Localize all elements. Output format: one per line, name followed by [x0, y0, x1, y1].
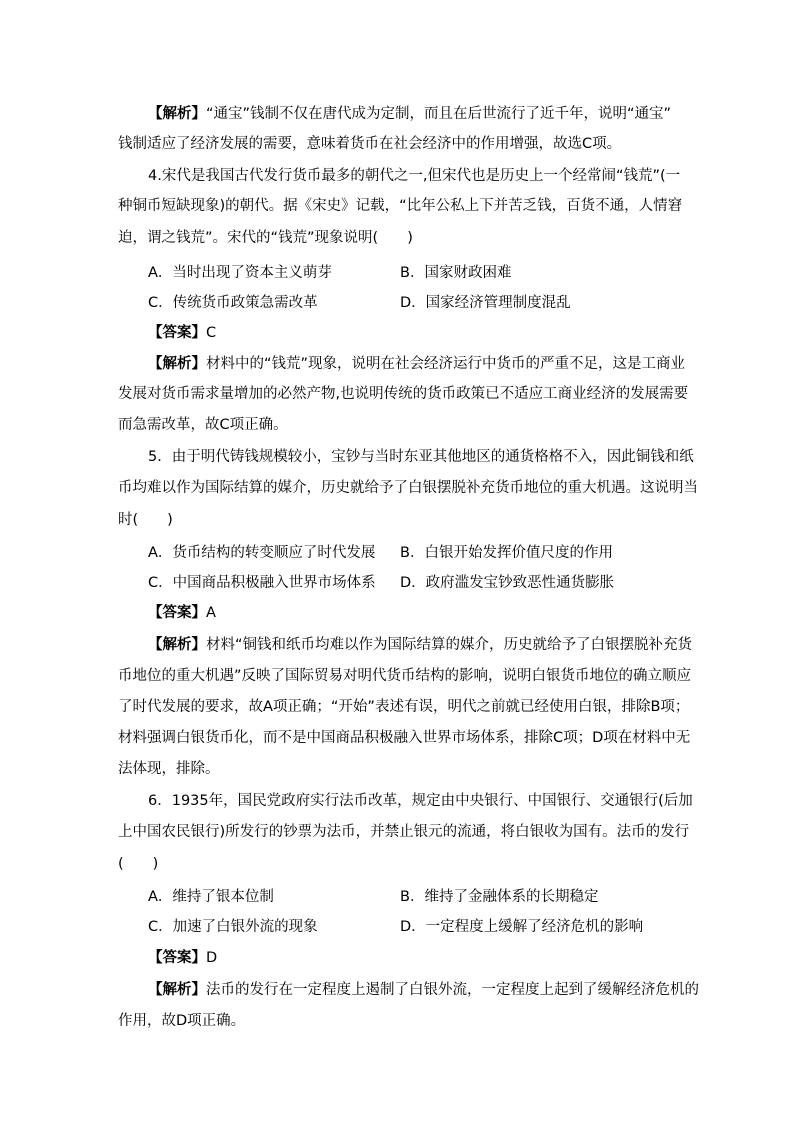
q5-stem-line-3: 时( ) — [118, 512, 173, 528]
q6-answer — [148, 946, 217, 967]
q3-analysis-line-1: 【解析】“通宝”钱制不仅在唐代成为定制，而且在后世流行了近千年，说明“通宝” — [148, 106, 672, 122]
q6-answer-value: D — [206, 950, 218, 966]
q4-analysis-line-3: 而急需改革，故C项正确。 — [118, 417, 288, 433]
q4-answer — [148, 321, 216, 342]
q6-analysis-line-2: 作用，故D项正确。 — [118, 1013, 246, 1029]
q6-analysis-tag: 【解析】 — [148, 982, 206, 998]
q4-option-c: C．传统货币政策急需改革 — [148, 295, 318, 311]
q5-option-d: D．政府滥发宝钞致恶性通货膨胀 — [400, 575, 615, 591]
q4-analysis-line-1: 【解析】材料中的“钱荒”现象，说明在社会经济运行中货币的严重不足，这是工商业 — [148, 356, 686, 372]
q4-analysis-tag: 【解析】 — [148, 356, 206, 372]
q5-analysis-tag: 【解析】 — [148, 637, 206, 653]
q6-option-c: C．加速了白银外流的现象 — [148, 919, 318, 935]
q4-stem-line-2: 种铜币短缺现象)的朝代。据《宋史》记载，“比年公私上下并苦乏钱，百货不通，人情窘 — [118, 198, 683, 214]
q5-analysis-line-3: 了时代发展的要求，故A项正确；“开始”表述有误，明代之前就已经使用白银，排除B项； — [118, 699, 690, 715]
q4-analysis-line-2: 发展对货币需求量增加的必然产物,也说明传统的货币政策已不适应工商业经济的发展需要 — [118, 386, 689, 402]
q5-answer — [148, 601, 216, 622]
q5-analysis-line-1: 【解析】材料“铜钱和纸币均难以作为国际结算的媒介，历史就给予了白银摆脱补充货 — [148, 637, 693, 653]
q4-answer-tag: 【答案】 — [148, 325, 206, 341]
q6-option-b: B．维持了金融体系的长期稳定 — [400, 889, 599, 905]
q5-option-a: A．货币结构的转变顺应了时代发展 — [148, 545, 376, 561]
q3-analysis-tag: 【解析】 — [148, 106, 206, 122]
q6-option-a: A．维持了银本位制 — [148, 889, 274, 905]
q4-option-a: A．当时出现了资本主义萌芽 — [148, 265, 332, 281]
q3-analysis-line-2: 钱制适应了经济发展的需要，意味着货币在社会经济中的作用增强，故选C项。 — [118, 136, 622, 152]
q4-answer-value: C — [206, 325, 217, 341]
q6-stem-line-1: 6．1935年，国民党政府实行法币改革，规定由中央银行、中国银行、交通银行(后加 — [148, 793, 693, 809]
q4-option-b: B．国家财政困难 — [400, 265, 512, 281]
q5-analysis-line-4: 材料强调白银货币化，而不是中国商品积极融入世界市场体系，排除C项；D项在材料中无 — [118, 730, 691, 746]
q5-option-b: B．白银开始发挥价值尺度的作用 — [400, 545, 613, 561]
q4-stem-line-3: 迫，谓之钱荒”。宋代的“钱荒”现象说明( ) — [118, 230, 413, 246]
q6-option-d: D．一定程度上缓解了经济危机的影响 — [400, 919, 644, 935]
q4-option-d: D．国家经济管理制度混乱 — [400, 295, 571, 311]
q5-stem-line-1: 5．由于明代铸钱规模较小，宝钞与当时东亚其他地区的通货格格不入，因此铜钱和纸 — [148, 449, 694, 465]
q6-stem-line-3: ( ) — [118, 856, 159, 872]
q6-stem-line-2: 上中国农民银行)所发行的钞票为法币，并禁止银元的流通，将白银收为国有。法币的发行 — [118, 824, 690, 840]
q6-answer-tag: 【答案】 — [148, 950, 206, 966]
q5-analysis-line-2: 币地位的重大机遇”反映了国际贸易对明代货币结构的影响，说明白银货币地位的确立顺应 — [118, 668, 692, 684]
q4-stem-line-1: 4.宋代是我国古代发行货币最多的朝代之一,但宋代也是历史上一个经常闹“钱荒”(一 — [148, 168, 681, 184]
q6-analysis-line-1: 【解析】法币的发行在一定程度上遏制了白银外流，一定程度上起到了缓解经济危机的 — [148, 982, 699, 998]
q5-answer-value: A — [206, 605, 216, 621]
q5-answer-tag: 【答案】 — [148, 605, 206, 621]
q5-stem-line-2: 币均难以作为国际结算的媒介，历史就给予了白银摆脱补充货币地位的重大机遇。这说明当 — [118, 480, 698, 496]
q5-analysis-line-5: 法体现，排除。 — [118, 761, 220, 777]
q5-option-c: C．中国商品积极融入世界市场体系 — [148, 575, 376, 591]
